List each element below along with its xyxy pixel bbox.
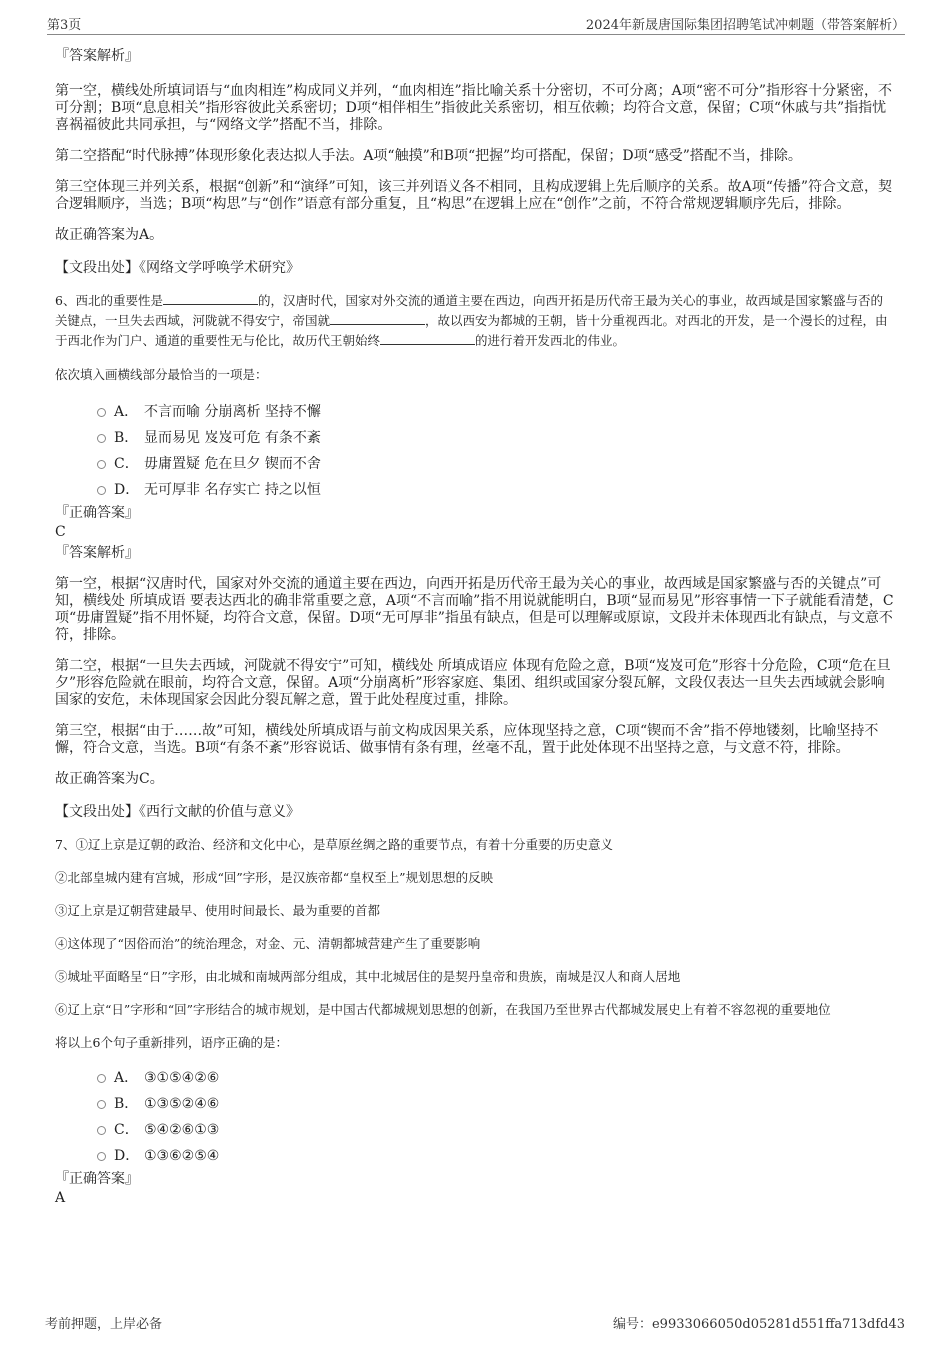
document-title: 2024年新晟唐国际集团招聘笔试冲刺题（带答案解析） — [585, 18, 905, 33]
option-b[interactable]: B． ①③⑤②④⑥ — [97, 1091, 895, 1117]
document-id: 编号：e9933066050d05281d551ffa713dfd43 — [612, 1317, 905, 1332]
document-body — [55, 44, 895, 1207]
option-c[interactable]: C． 毋庸置疑 危在旦夕 锲而不舍 — [97, 451, 895, 477]
answer-analysis-label: 『答案解析』 — [55, 545, 139, 561]
option-list — [55, 1065, 895, 1169]
sentence-5: ⑤城址平面略呈“日”字形，由北城和南城两部分组成，其中北城居住的是契丹皇帝和贵族，南城是汉人和商人居地 — [55, 969, 681, 984]
correct-answer: C — [55, 524, 66, 540]
radio-icon[interactable] — [97, 1100, 106, 1109]
sentence-6: ⑥辽上京“日”字形和“回”字形结合的城市规划，是中国古代都城规划思想的创新，在我国乃至世界古代都城发展史上有着不容忽视的重要地位 — [55, 1002, 831, 1017]
source-citation: 【文段出处】《网络文学呼唤学术研究》 — [55, 260, 300, 276]
option-list — [55, 399, 895, 503]
sentence-2: ②北部皇城内建有宫城，形成“回”字形，是汉族帝都“皇权至上”规划思想的反映 — [55, 870, 494, 885]
option-c[interactable]: C． ⑤④②⑥①③ — [97, 1117, 895, 1143]
option-a[interactable]: A． 不言而喻 分崩离析 坚持不懈 — [97, 399, 895, 425]
answer-conclusion: 故正确答案为C。 — [55, 771, 164, 787]
question-stem: 6、西北的重要性是 的，汉唐时代，国家对外交流的通道主要在西边，向西开拓是历代帝王最为关心的事业，故西域是国家繁盛与否的关键点，一旦失去西域，河陇就不得安宁，帝国就 ，故以西安为都城的王朝，皆十分重视西北。对西北的开发，是一个漫长的过程，由于西北作为门户、通道的重要性无与伦比，故历代王朝始终 的进行着开发西北的伟业。 — [55, 293, 888, 348]
radio-icon[interactable] — [97, 1152, 106, 1161]
correct-answer-label: 『正确答案』 — [55, 505, 139, 521]
radio-icon[interactable] — [97, 1074, 106, 1083]
option-d[interactable]: D． ①③⑥②⑤④ — [97, 1143, 895, 1169]
analysis-paragraph: 第一空，横线处所填词语与“血肉相连”构成同义并列，“血肉相连”指比喻关系十分密切，不可分离；A项“密不可分”指形容十分紧密，不可分割；B项“息息相关”指形容彼此关系密切；D项“相伴相生”指彼此关系密切，相互依赖；均符合文意，保留；C项“休戚与共”指指忧喜祸福彼此共同承担，与“网络文学”搭配不当，排除。 — [55, 83, 893, 133]
analysis-paragraph: 第三空体现三并列关系，根据“创新”和“演绎”可知，该三并列语义各不相同，且构成逻辑上先后顺序的关系。故A项“传播”符合文意，契合逻辑顺序，当选；B项“构思”与“创作”语意有部分重复，且“构思”在逻辑上应在“创作”之前，不符合常规逻辑顺序先后，排除。 — [55, 179, 893, 212]
answer-analysis-label: 『答案解析』 — [55, 48, 139, 64]
footer-slogan: 考前押题，上岸必备 — [45, 1317, 163, 1332]
answer-conclusion: 故正确答案为A。 — [55, 227, 164, 243]
analysis-paragraph: 第一空，根据“汉唐时代，国家对外交流的通道主要在西边，向西开拓是历代帝王最为关心的事业，故西域是国家繁盛与否的关键点”可知，横线处 所填成语 要表达西北的确非常重要之意，A项“不言而喻”指不用说就能明白，B项“显而易见”形容事情一下子就能看清楚，C项“毋庸置疑”指不用怀疑，均符合文意，保留。D项“无可厚非”指虽有缺点，但是可以理解或原谅，文段并未体现西北有缺点，与文意不符，排除。 — [55, 576, 894, 643]
sentence-4: ④这体现了“因俗而治”的统治理念，对金、元、清朝都城营建产生了重要影响 — [55, 936, 481, 951]
sentence-1: 7、①辽上京是辽朝的政治、经济和文化中心，是草原丝绸之路的重要节点，有着十分重要的历史意义 — [55, 837, 613, 852]
question-instruction: 将以上6个句子重新排列，语序正确的是： — [55, 1035, 288, 1050]
sentence-3: ③辽上京是辽朝营建最早、使用时间最长、最为重要的首都 — [55, 903, 381, 918]
radio-icon[interactable] — [97, 486, 106, 495]
radio-icon[interactable] — [97, 408, 106, 417]
option-b[interactable]: B． 显而易见 岌岌可危 有条不紊 — [97, 425, 895, 451]
option-d[interactable]: D． 无可厚非 名存实亡 持之以恒 — [97, 477, 895, 503]
analysis-paragraph: 第二空搭配“时代脉搏”体现形象化表达拟人手法。A项“触摸”和B项“把握”均可搭配，保留；D项“感受”搭配不当，排除。 — [55, 148, 802, 164]
radio-icon[interactable] — [97, 460, 106, 469]
source-citation: 【文段出处】《西行文献的价值与意义》 — [55, 804, 300, 820]
fill-blank — [330, 312, 425, 325]
correct-answer: A — [55, 1190, 66, 1206]
radio-icon[interactable] — [97, 434, 106, 443]
fill-blank — [380, 332, 475, 345]
page-header — [47, 10, 905, 35]
fill-blank — [163, 292, 258, 305]
option-a[interactable]: A． ③①⑤④②⑥ — [97, 1065, 895, 1091]
analysis-paragraph: 第二空，根据“一旦失去西域，河陇就不得安宁”可知，横线处 所填成语应 体现有危险之意，B项“岌岌可危”形容十分危险，C项“危在旦夕”形容危险就在眼前，均符合文意，保留。A项“分崩离析”形容家庭、集团、组织或国家分裂瓦解，文段仅表达一旦失去西域就会影响国家的安危，未体现国家会因此分裂瓦解之意，置于此处程度过重，排除。 — [55, 658, 891, 708]
page-number: 第3页 — [47, 18, 82, 33]
radio-icon[interactable] — [97, 1126, 106, 1135]
question-instruction: 依次填入画横线部分最恰当的一项是： — [55, 367, 268, 382]
analysis-paragraph: 第三空，根据“由于……故”可知，横线处所填成语与前文构成因果关系，应体现坚持之意，C项“锲而不舍”指不停地镂刻，比喻坚持不懈，符合文意，当选。B项“有条不紊”形容说话、做事情有条有理，丝毫不乱，置于此处体现不出坚持之意，与文意不符，排除。 — [55, 723, 879, 756]
correct-answer-label: 『正确答案』 — [55, 1171, 139, 1187]
